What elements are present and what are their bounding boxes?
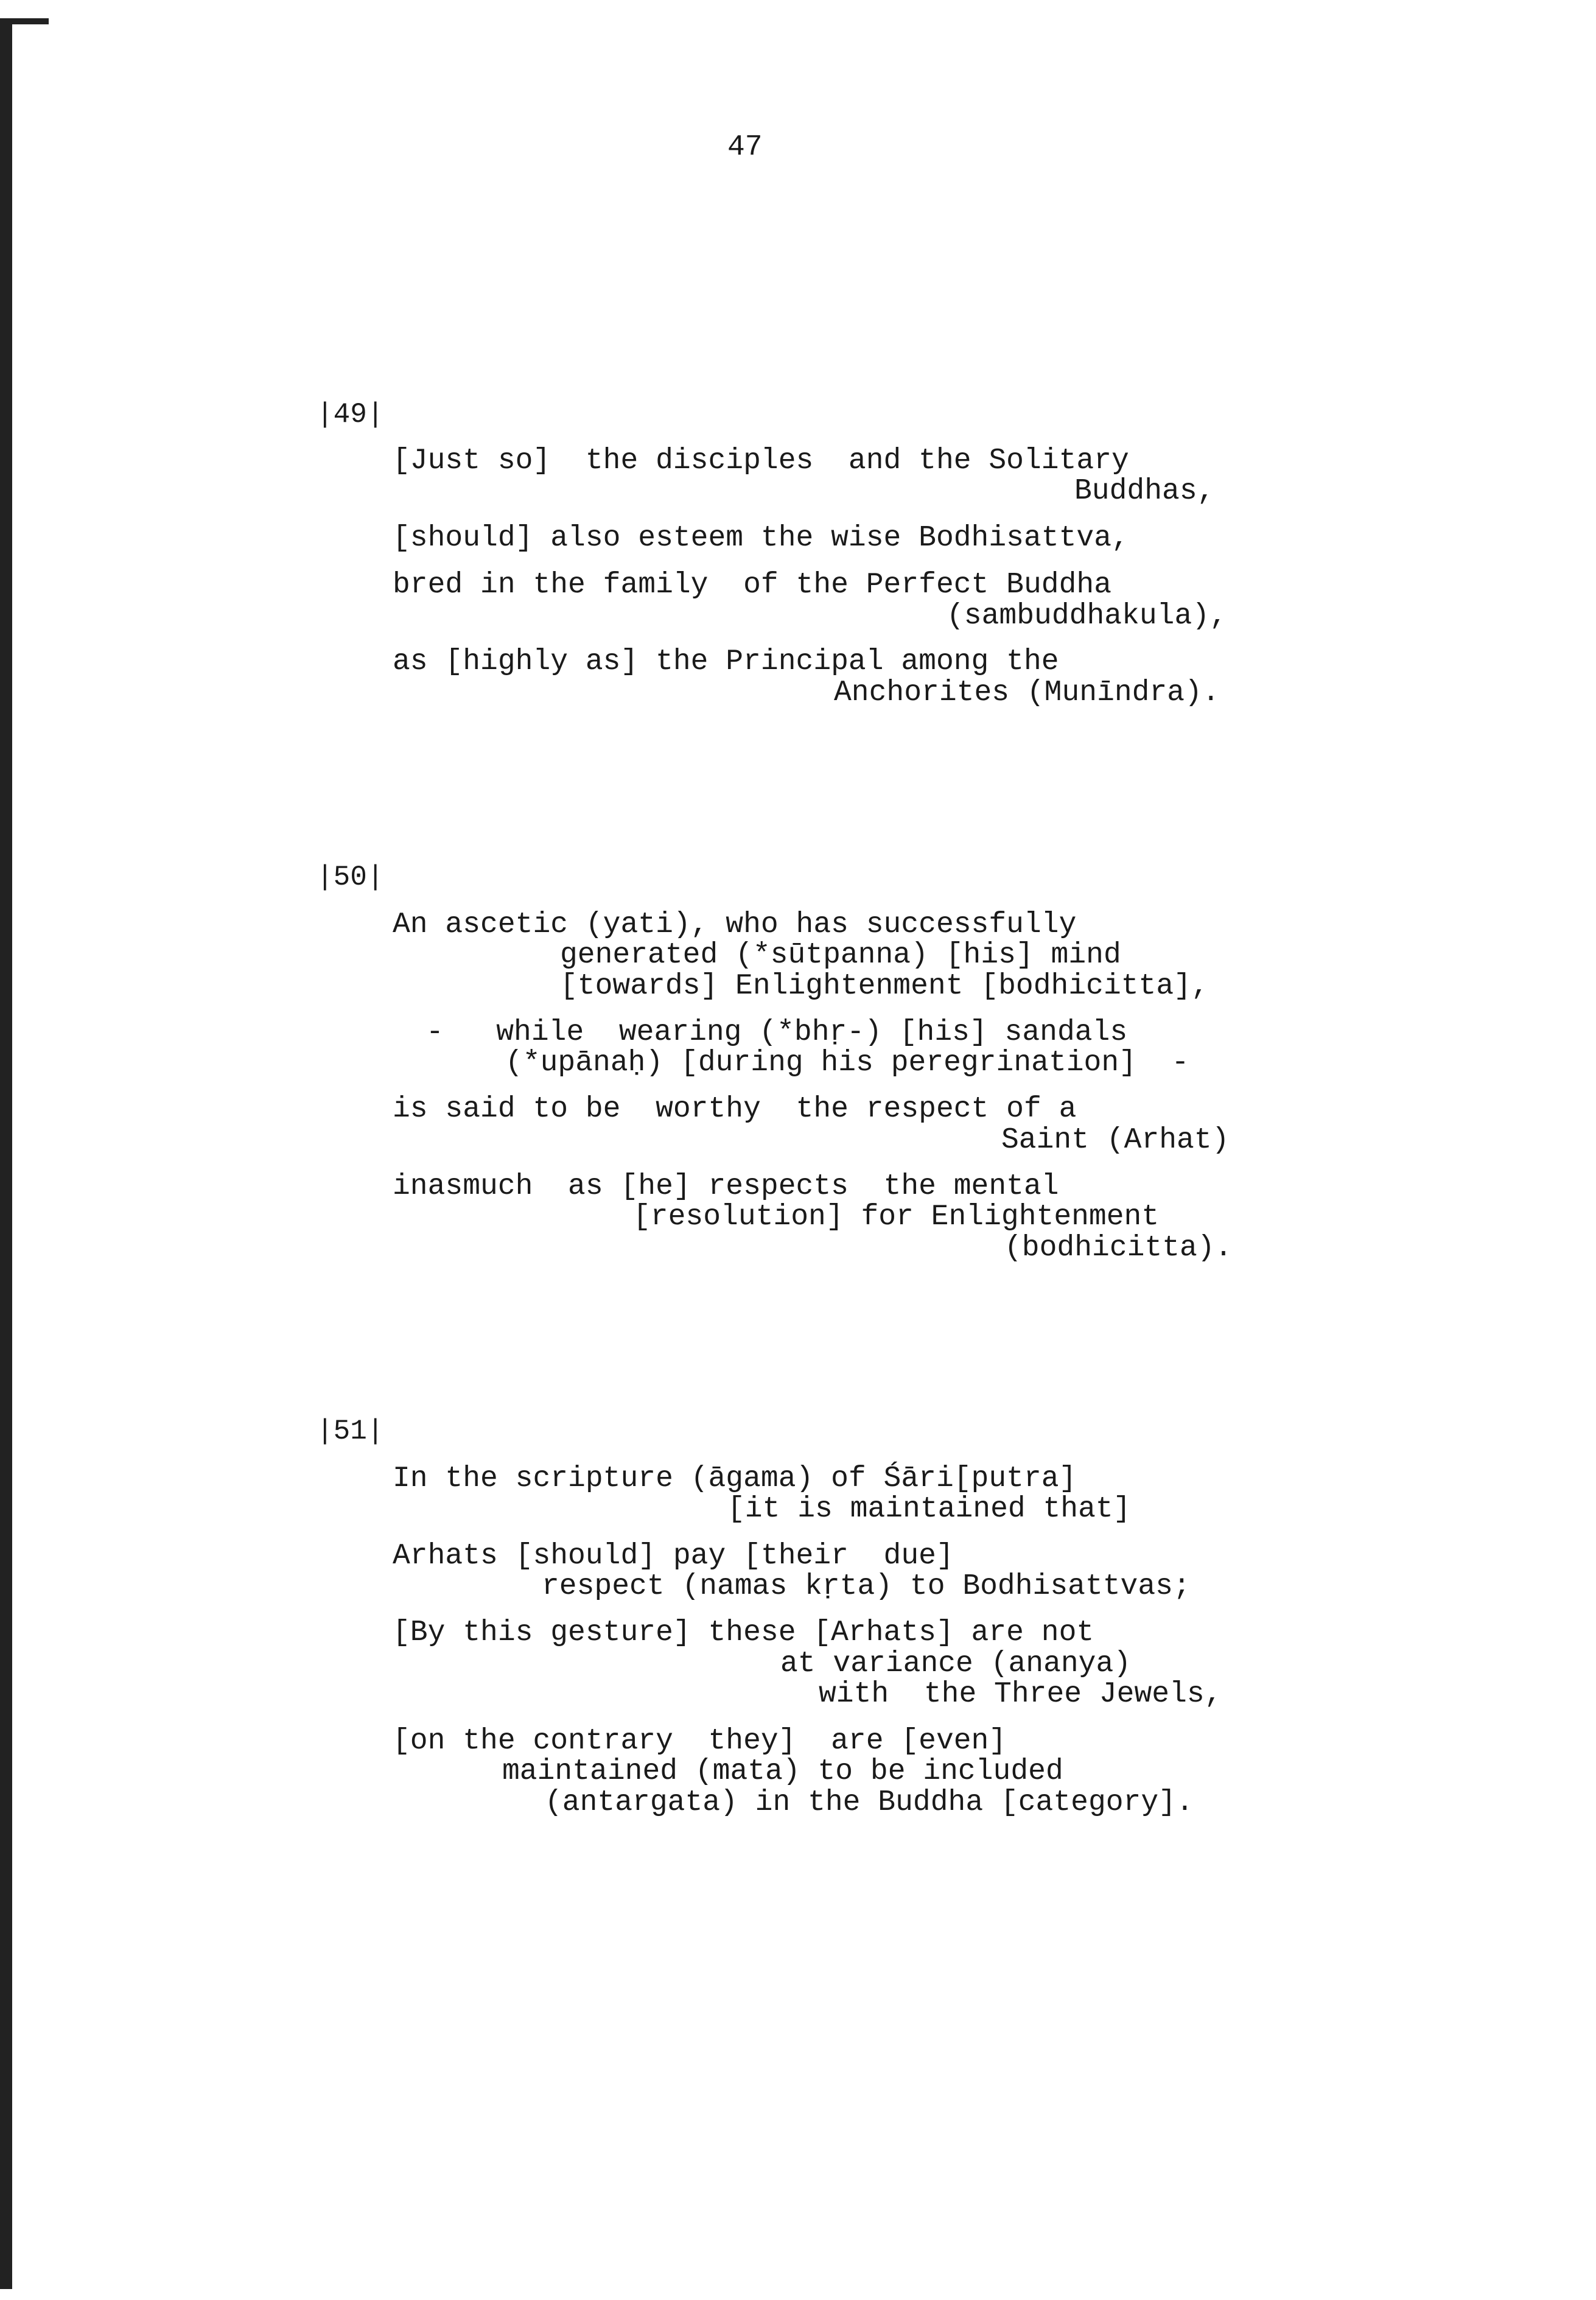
verse-51-line-6: at variance (ananya)	[780, 1647, 1132, 1680]
page-number: 47	[727, 131, 763, 164]
verse-50-line-9: [resolution] for Enlightenment	[633, 1201, 1160, 1233]
verse-51-line-2: [it is maintained that]	[727, 1493, 1131, 1526]
binding-edge-top	[0, 18, 49, 24]
verse-50-line-1: An ascetic (yati), who has successfully	[393, 908, 1077, 941]
verse-50-line-5: (*upānaḥ) [during his peregrination] -	[505, 1047, 1189, 1079]
verse-51-line-1: In the scripture (āgama) of Śāri[putra]	[393, 1462, 1077, 1495]
verse-number-49: |49|	[317, 399, 384, 430]
binding-edge	[0, 24, 12, 2289]
verse-49-line-4: bred in the family of the Perfect Buddha	[393, 569, 1111, 601]
verse-49-line-1: [Just so] the disciples and the Solitary	[393, 444, 1129, 477]
verse-51-line-8: [on the contrary they] are [even]	[393, 1725, 1007, 1758]
verse-50-line-3: [towards] Enlightenment [bodhicitta],	[560, 970, 1209, 1003]
verse-50-line-6: is said to be worthy the respect of a	[393, 1093, 1077, 1126]
verse-49-line-5: (sambuddhakula),	[947, 600, 1227, 633]
verse-51-line-3: Arhats [should] pay [their due]	[393, 1540, 954, 1572]
verse-49-line-6: as [highly as] the Principal among the	[393, 645, 1059, 678]
verse-49-line-2: Buddhas,	[1074, 475, 1215, 508]
verse-49-line-7: Anchorites (Munīndra).	[834, 676, 1220, 709]
verse-51-line-4: respect (namas kṛta) to Bodhisattvas;	[542, 1570, 1191, 1603]
verse-number-50: |50|	[317, 861, 384, 893]
verse-51-line-7: with the Three Jewels,	[819, 1678, 1222, 1711]
verse-49-line-3: [should] also esteem the wise Bodhisattva,	[393, 522, 1129, 555]
verse-51-line-9: maintained (mata) to be included	[502, 1755, 1063, 1788]
verse-51-line-10: (antargata) in the Buddha [category].	[545, 1786, 1194, 1819]
verse-51-line-5: [By this gesture] these [Arhats] are not	[393, 1616, 1094, 1649]
verse-50-line-8: inasmuch as [he] respects the mental	[393, 1170, 1059, 1203]
verse-50-line-7: Saint (Arhat)	[1001, 1124, 1230, 1157]
verse-50-line-4: - while wearing (*bhṛ-) [his] sandals	[426, 1016, 1128, 1049]
verse-50-line-2: generated (*sūtpanna) [his] mind	[560, 939, 1121, 972]
verse-50-line-10: (bodhicitta).	[1004, 1232, 1233, 1264]
verse-number-51: |51|	[317, 1415, 384, 1447]
